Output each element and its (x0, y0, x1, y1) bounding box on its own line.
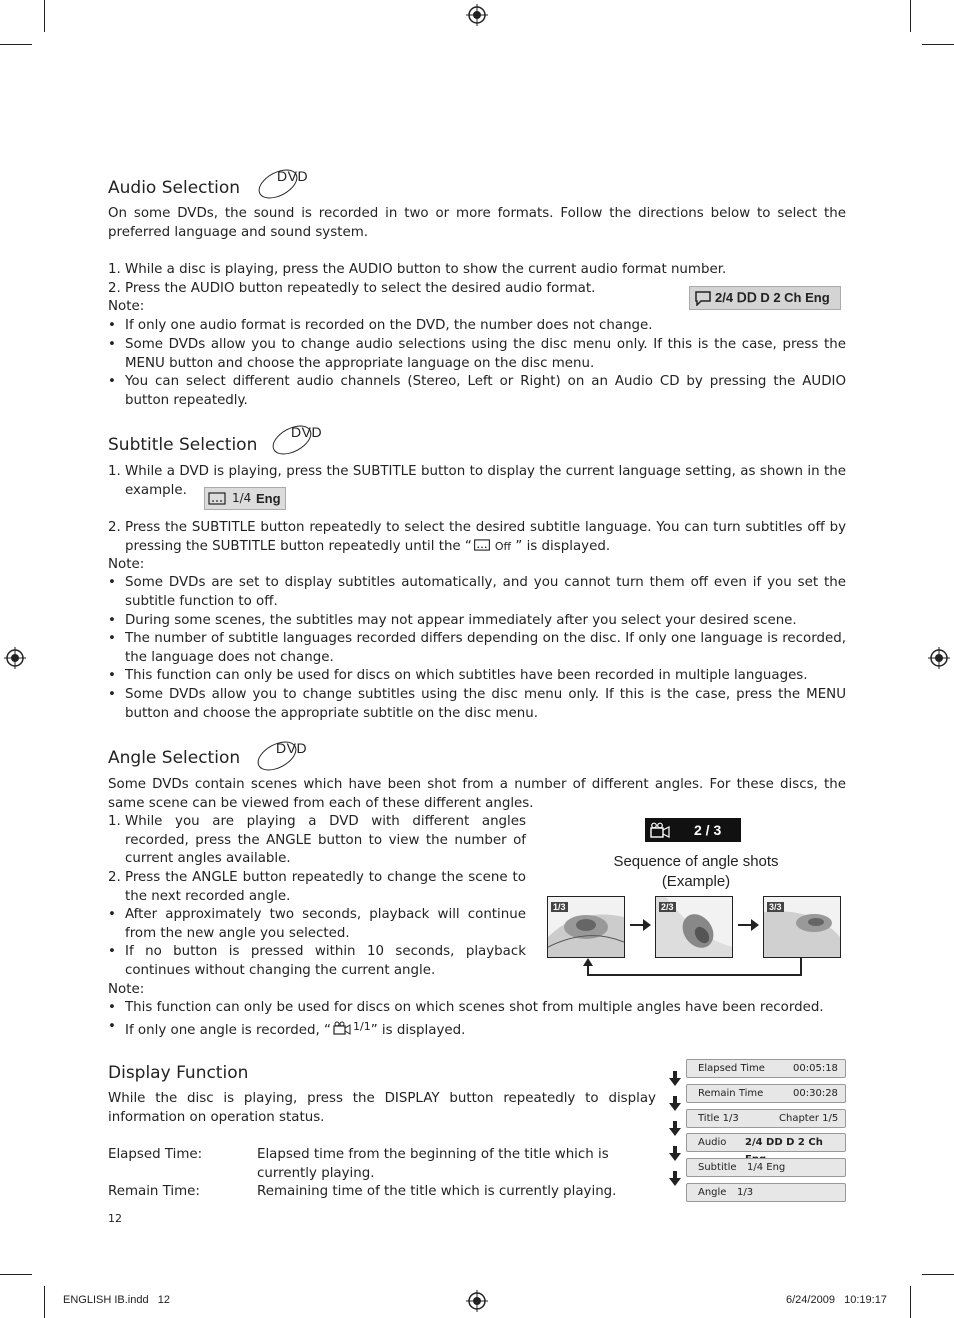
arrow-down-icon (669, 1121, 681, 1137)
speech-bubble-icon (694, 290, 712, 306)
print-date: 6/24/2009 10:19:17 (786, 1294, 887, 1306)
angle-osd (645, 818, 741, 842)
list-item: 1. While a DVD is playing, press the SUBTITLE button to display the current language setting, as shown in the example. (108, 464, 846, 498)
subtitle-osd-language: Eng (256, 491, 281, 506)
thumbnail-label: 1/3 (553, 902, 566, 912)
display-bar-angle: Angle 1/3 (686, 1183, 846, 1202)
thumbnail-label: 2/3 (661, 902, 674, 912)
angle-caption-line: (Example) (661, 873, 731, 890)
arrow-right-icon (738, 918, 760, 932)
crop-mark (910, 0, 911, 32)
list-item: 2. Press the ANGLE button repeatedly to change the scene to the next recorded angle. (108, 870, 526, 904)
list-item: • If only one angle is recorded, “ $^{1/1}$” is displayed. (108, 1019, 466, 1038)
list-item: • You can select different audio channels (Stereo, Left or Right) on an Audio CD by pressing the AUDIO button repeatedly. (108, 374, 846, 408)
registration-mark-icon (466, 1290, 488, 1312)
angle-heading: Angle Selection (108, 748, 241, 768)
dvd-logo-text: DVD (277, 168, 309, 184)
audio-osd-text: 2/4 ⅮⅮ D 2 Ch Eng (715, 290, 830, 305)
thumbnail-label: 3/3 (769, 902, 782, 912)
angle-thumbnail (655, 896, 733, 958)
dvd-logo-text: DVD (291, 424, 323, 440)
crop-mark (910, 1286, 911, 1318)
camera-angle-icon (650, 822, 670, 838)
list-item: • If only one audio format is recorded on the DVD, the number does not change. (108, 318, 653, 333)
angle-caption (548, 852, 844, 892)
list-item: • The number of subtitle languages recorded differs depending on the disc. If only one language is recorded, the language does not change. (108, 631, 846, 665)
angle-intro: Some DVDs contain scenes which have been shot from a number of different angles. For these discs, the same scene can be viewed from each of these different angles. (108, 777, 846, 811)
arrow-right-icon (630, 918, 652, 932)
file-slug: ENGLISH IB.indd 12 (63, 1294, 170, 1306)
registration-mark-icon (928, 647, 950, 669)
display-bar-remain: Remain Time 00:30:28 (686, 1084, 846, 1103)
subtitle-heading: Subtitle Selection (108, 435, 258, 455)
crop-mark (0, 44, 32, 45)
camera-angle-icon (333, 1021, 351, 1035)
display-bar-title: Title 1/3 Chapter 1/5 (686, 1109, 846, 1128)
angle-thumbnail (763, 896, 841, 958)
angle-osd-text: 2 / 3 (694, 822, 722, 838)
subtitle-icon (208, 492, 226, 505)
page-number: 12 (108, 1212, 122, 1225)
display-bar-audio: Audio 2/4 ⅮⅮ D 2 Ch (686, 1133, 846, 1152)
display-heading: Display Function (108, 1063, 249, 1083)
audio-intro: On some DVDs, the sound is recorded in two or more formats. Follow the directions below to select the preferred language and sound system. (108, 206, 846, 240)
angle-caption-line: Sequence of angle shots (613, 853, 779, 870)
display-bar-elapsed: Elapsed Time 00:05:18 (686, 1059, 846, 1078)
display-bar-subtitle: Subtitle 1/4 Eng (686, 1158, 846, 1177)
note-label: Note: (108, 299, 145, 314)
remain-label: Remain Time: (108, 1184, 200, 1199)
elapsed-description: Elapsed time from the beginning of the title which is currently playing. (257, 1147, 609, 1181)
list-item: 1. While you are playing a DVD with different angles recorded, press the ANGLE button to view the number of current angles available. (108, 814, 526, 867)
crop-mark (44, 1286, 45, 1318)
list-item: 2. Press the SUBTITLE button repeatedly to select the desired subtitle language. You can turn subtitles off by pressing the SUBTITLE button repeatedly until the “ Off ” is displayed. (108, 520, 846, 554)
list-item: • After approximately two seconds, playback will continue from the new angle you selected. (108, 907, 526, 941)
subtitle-icon (473, 539, 491, 551)
arrow-down-icon (669, 1096, 681, 1112)
audio-osd (689, 286, 841, 310)
arrow-down-icon (669, 1171, 681, 1187)
registration-mark-icon (466, 4, 488, 26)
list-item: 1. While a disc is playing, press the AUDIO button to show the current audio format number. (108, 262, 727, 277)
registration-mark-icon (4, 647, 26, 669)
subtitle-osd-number: 1/4 (232, 491, 252, 505)
list-item: • If no button is pressed within 10 seconds, playback continues without changing the current angle. (108, 944, 526, 978)
dvd-logo-text: DVD (276, 740, 308, 756)
list-item: • This function can only be used for discs on which scenes shot from multiple angles have been recorded. (108, 1000, 824, 1015)
remain-description: Remaining time of the title which is currently playing. (257, 1184, 617, 1199)
list-item: • During some scenes, the subtitles may not appear immediately after you select your desired scene. (108, 613, 797, 628)
crop-mark (922, 1274, 954, 1275)
audio-heading: Audio Selection (108, 178, 241, 198)
crop-mark (922, 44, 954, 45)
note-label: Note: (108, 557, 145, 572)
note-label: Note: (108, 982, 145, 997)
list-item: • Some DVDs are set to display subtitles automatically, and you cannot turn them off even if you set the subtitle function to off. (108, 575, 846, 609)
display-intro: While the disc is playing, press the DISPLAY button repeatedly to display information on operation status. (108, 1091, 656, 1125)
loop-back-arrow-icon (580, 956, 812, 978)
list-item: • This function can only be used for discs on which subtitles have been recorded in multiple languages. (108, 668, 808, 683)
arrow-down-icon (669, 1071, 681, 1087)
subtitle-osd (204, 487, 286, 510)
list-item: • Some DVDs allow you to change subtitles using the disc menu only. If this is the case, press the MENU button and choose the appropriate subtitle on the disc menu. (108, 687, 846, 721)
list-item: 2. Press the AUDIO button repeatedly to select the desired audio format. (108, 281, 596, 296)
crop-mark (44, 0, 45, 32)
angle-thumbnail (547, 896, 625, 958)
elapsed-label: Elapsed Time: (108, 1147, 203, 1162)
list-item: • Some DVDs allow you to change audio selections using the disc menu only. If this is the case, press the MENU button and choose the appropriate language on the disc menu. (108, 337, 846, 371)
arrow-down-icon (669, 1146, 681, 1162)
crop-mark (0, 1274, 32, 1275)
